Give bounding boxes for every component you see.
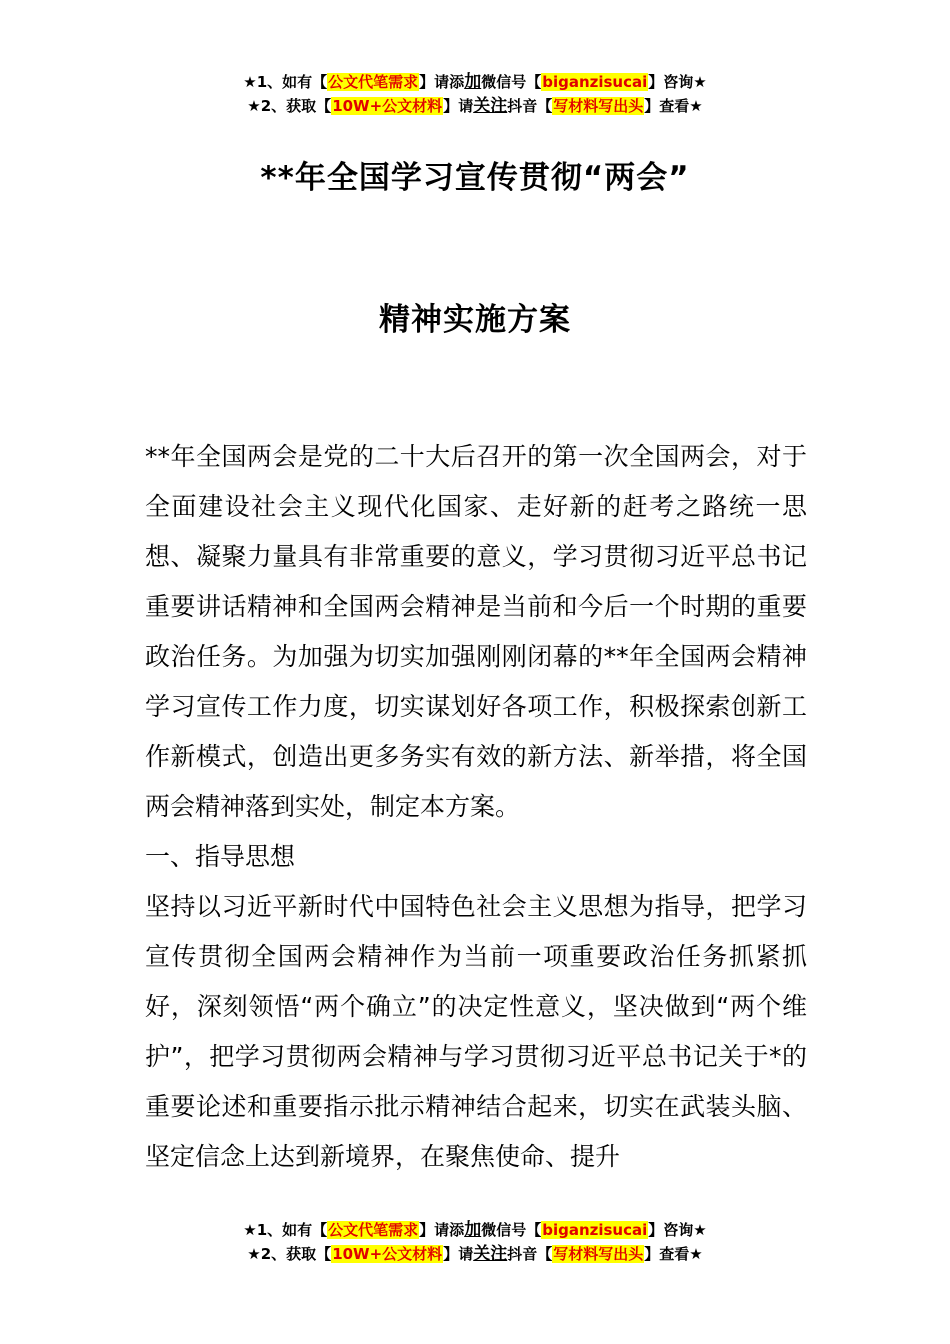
banner-text: 微信号【 [481,73,542,91]
banner-text: 】查看★ [644,1245,703,1263]
banner-highlight: biganzisucai [542,73,648,91]
banner-text: 】咨询★ [648,1221,707,1239]
banner-text: 微信号【 [481,1221,542,1239]
banner-highlight: 公文代笔需求 [328,1221,419,1239]
banner-highlight: biganzisucai [542,1221,648,1239]
banner-line-2 [0,94,950,118]
banner-highlight: 公文代笔需求 [328,73,419,91]
footer-banner [0,1218,950,1266]
banner-underline: 关注 [473,96,508,116]
document-title-line-1: **年全国学习宣传贯彻“两会” [260,160,690,196]
banner-text: 抖音【 [507,97,553,115]
banner-text: ★1、如有【 [243,1221,328,1239]
banner-text: 】请添 [419,73,465,91]
paragraph-intro: **年全国两会是党的二十大后召开的第一次全国两会，对于全面建设社会主义现代化国家、走好新的赶考之路统一思想、凝聚力量具有非常重要的意义，学习贯彻习近平总书记重要讲话精神和全国两会精神是当前和今后一个时期的重要政治任务。为加强为切实加强刚刚闭幕的**年全国两会精神学习宣传工作力度，切实谋划好各项工作，积极探索创新工作新模式，创造出更多务实有效的新方法、新举措，将全国两会精神落到实处，制定本方案。 [145,442,807,821]
banner-text: ★2、获取【 [247,97,332,115]
banner-highlight: 10W+公文材料 [332,97,443,115]
section-heading: 一、指导思想 [145,842,296,871]
header-banner [0,70,950,118]
banner-text: 】查看★ [644,97,703,115]
banner-highlight: 10W+公文材料 [332,1245,443,1263]
banner-highlight: 写材料写出头 [553,1245,644,1263]
banner-text: ★2、获取【 [247,1245,332,1263]
paragraph-guiding-ideology: 坚持以习近平新时代中国特色社会主义思想为指导，把学习宣传贯彻全国两会精神作为当前一项重要政治任务抓紧抓好，深刻领悟“两个确立”的决定性意义，坚决做到“两个维护”，把学习贯彻两会精神与学习贯彻习近平总书记关于*的重要论述和重要指示批示精神结合起来，切实在武装头脑、坚定信念上达到新境界，在聚焦使命、提升 [145,892,807,1171]
document-body [145,432,807,1182]
banner-highlight: 写材料写出头 [553,97,644,115]
document-title-line-2: 精神实施方案 [379,302,571,338]
banner-text: 】咨询★ [648,73,707,91]
banner-underline: 关注 [473,1244,508,1264]
banner-text: 】请添 [419,1221,465,1239]
banner-line-2 [0,1242,950,1266]
banner-underline: 加 [464,1220,482,1240]
banner-text: ★1、如有【 [243,73,328,91]
banner-line-1 [0,1218,950,1242]
banner-text: 抖音【 [507,1245,553,1263]
banner-underline: 加 [464,72,482,92]
banner-line-1 [0,70,950,94]
banner-text: 】请 [443,1245,474,1263]
banner-text: 】请 [443,97,474,115]
